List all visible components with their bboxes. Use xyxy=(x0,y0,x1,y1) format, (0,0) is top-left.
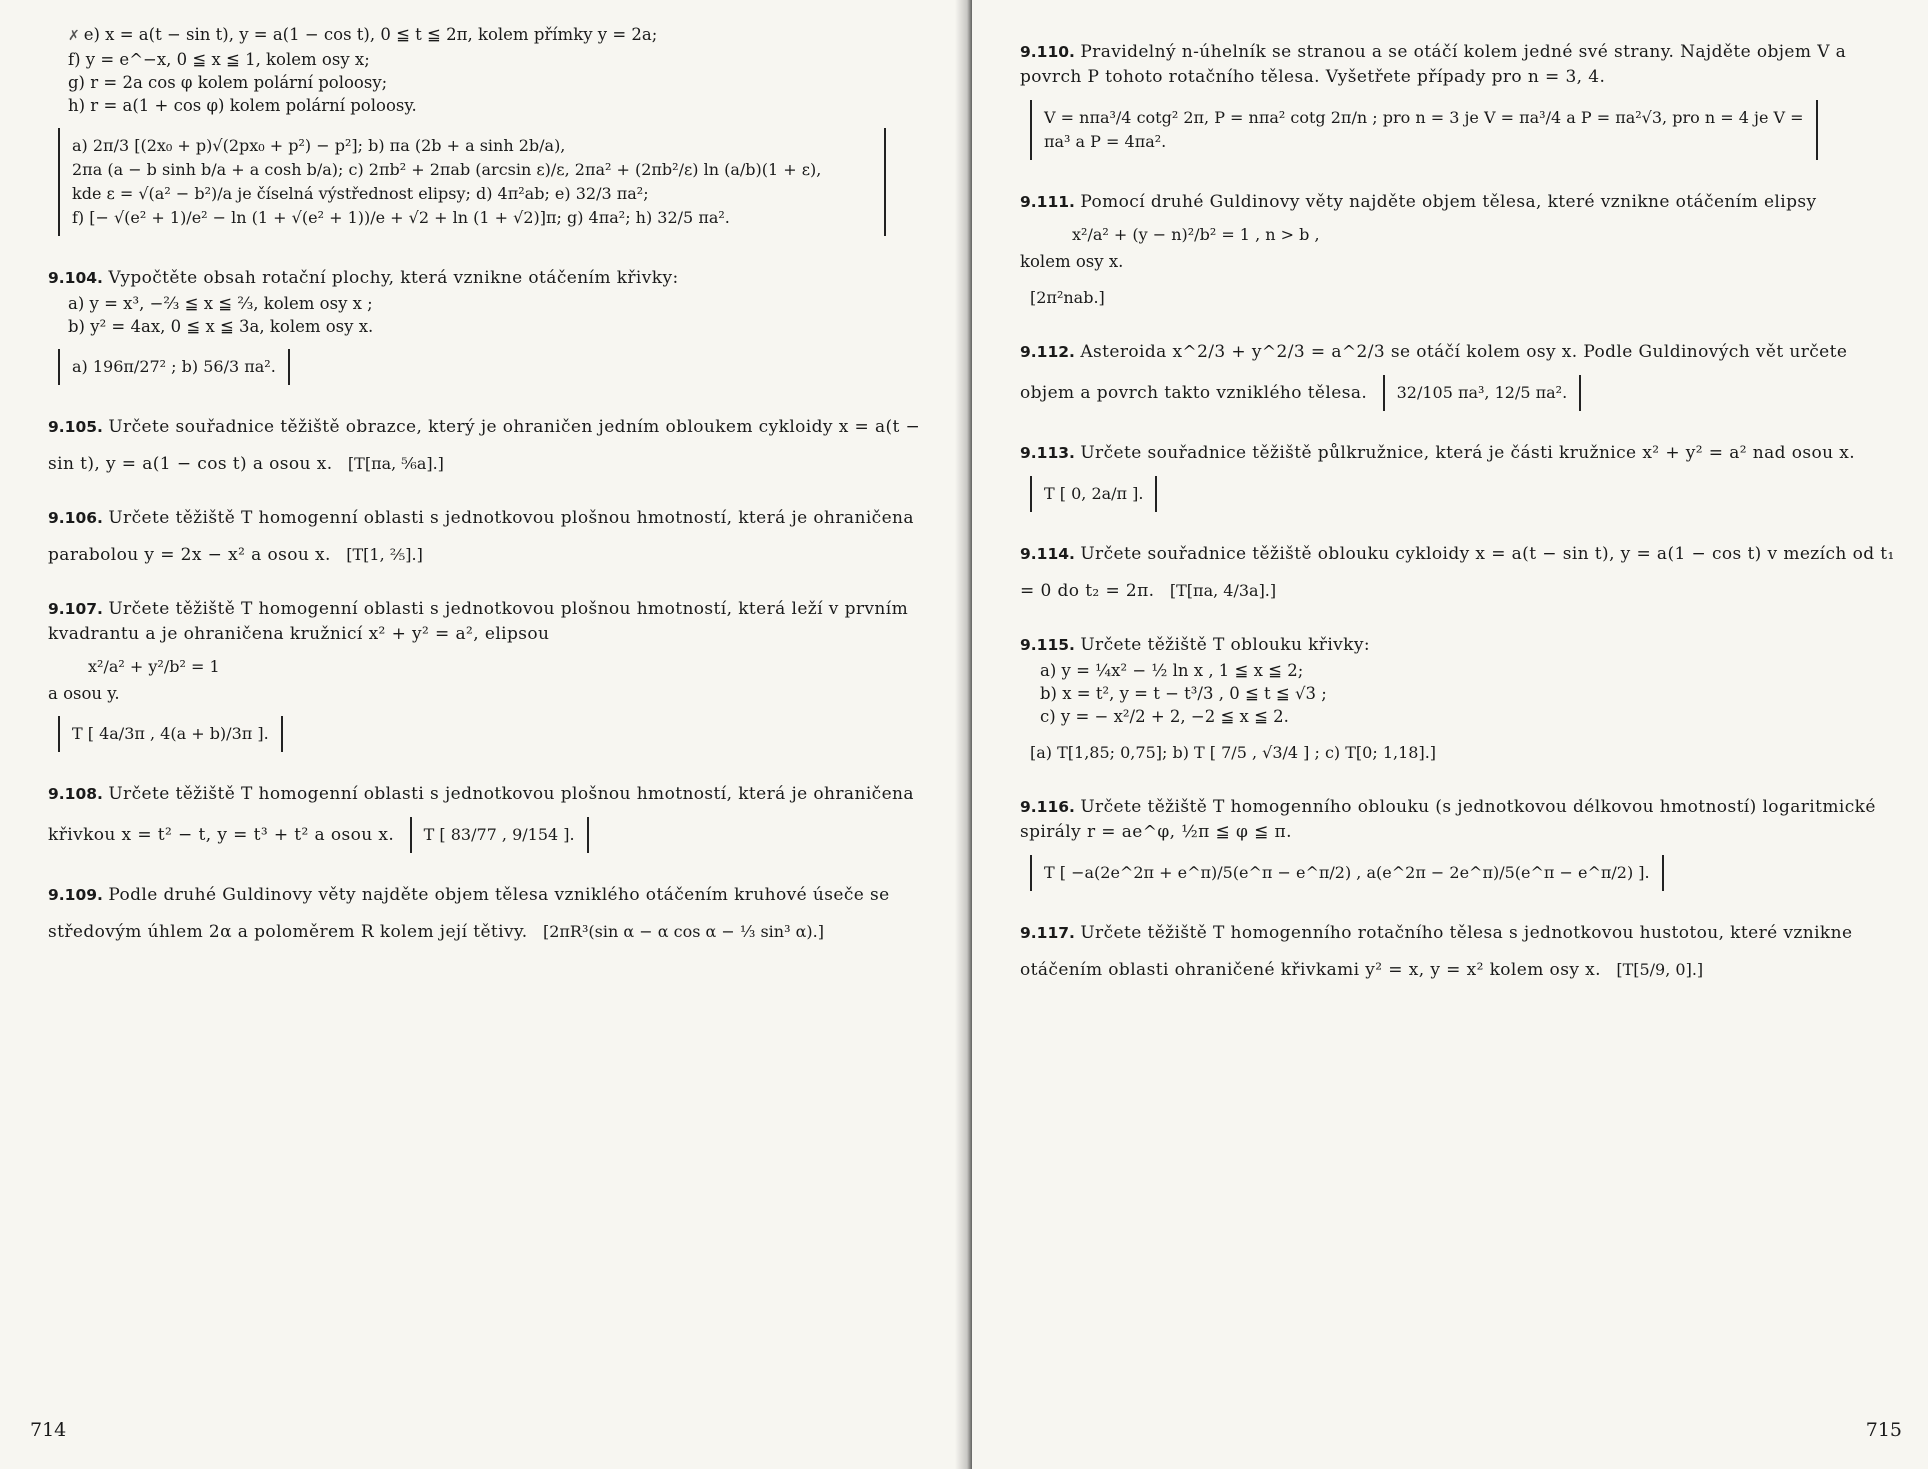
problem-number: 9.114. xyxy=(1020,545,1075,563)
previous-problem-items xyxy=(48,24,940,116)
problem-text: Pravidelný n-úhelník se stranou a se otáčí kolem jedné své strany. Najděte objem V a povrch P tohoto rotačního tělesa. Vyšetřete případy pro n = 3, 4. xyxy=(1020,42,1847,87)
problem-result: [T[5/9, 0].] xyxy=(1616,960,1704,979)
problem-9-110 xyxy=(1020,40,1898,164)
list-item: c) y = − x²/2 + 2, −2 ≦ x ≦ 2. xyxy=(1040,707,1289,726)
problem-text: Asteroida x^2/3 + y^2/3 = a^2/3 se otáčí kolem osy x. Podle Guldinových vět určete objem a povrch takto vzniklého tělesa. xyxy=(1020,342,1848,403)
problem-result: [T[1, ⅖].] xyxy=(346,545,423,564)
page-number: 714 xyxy=(30,1419,67,1441)
problem-9-106 xyxy=(48,506,940,571)
problem-text: Určete souřadnice těžiště oblouku cykloidy x = a(t − sin t), y = a(1 − cos t) v mezích od t₁ = 0 do t₂ = 2π. xyxy=(1020,544,1895,601)
problem-text: Určete těžiště T oblouku křivky: xyxy=(1080,635,1371,655)
list-item: b) x = t², y = t − t³/3 , 0 ≦ t ≦ √3 ; xyxy=(1040,684,1327,703)
problem-number: 9.111. xyxy=(1020,193,1075,211)
list-item: g) r = 2a cos φ kolem polární poloosy; xyxy=(68,73,388,92)
problem-text: Určete těžiště T homogenního oblouku (s jednotkovou délkovou hmotností) logaritmické spirály r = ae^φ, ½π ≦ φ ≦ π. xyxy=(1020,797,1876,842)
equation: x²/a² + y²/b² = 1 xyxy=(88,657,220,676)
problem-number: 9.108. xyxy=(48,785,103,803)
list-item: f) y = e^−x, 0 ≦ x ≦ 1, kolem osy x; xyxy=(68,50,370,69)
problem-number: 9.110. xyxy=(1020,43,1075,61)
problem-result: [2πR³(sin α − α cos α − ⅓ sin³ α).] xyxy=(542,922,824,941)
problem-9-104 xyxy=(48,266,940,389)
problem-number: 9.104. xyxy=(48,269,103,287)
list-item: h) r = a(1 + cos φ) kolem polární poloosy. xyxy=(68,96,417,115)
problem-result: V = nπa³/4 cotg² 2π, P = nπa² cotg 2π/n ; pro n = 3 je V = πa³/4 a P = πa²√3, pro n = 4 je V = πa³ a P = 4πa². xyxy=(1030,100,1818,160)
problem-number: 9.106. xyxy=(48,509,103,527)
problem-text-continued: a osou y. xyxy=(48,684,120,703)
problem-9-109 xyxy=(48,883,940,948)
problem-text: Vypočtěte obsah rotační plochy, která vznikne otáčením křivky: xyxy=(108,268,679,288)
problem-text: Určete souřadnice těžiště půlkružnice, která je části kružnice x² + y² = a² nad osou x. xyxy=(1080,443,1856,463)
problem-9-111 xyxy=(1020,190,1898,314)
problem-result: T [ −a(2e^2π + e^π)/5(e^π − e^π/2) , a(e^2π − 2e^π)/5(e^π − e^π/2) ]. xyxy=(1030,855,1664,891)
problem-9-114 xyxy=(1020,542,1898,607)
list-item: b) y² = 4ax, 0 ≦ x ≦ 3a, kolem osy x. xyxy=(68,317,374,336)
list-item: ✗ e) x = a(t − sin t), y = a(1 − cos t), 0 ≦ t ≦ 2π, kolem přímky y = 2a; xyxy=(68,25,658,44)
right-page xyxy=(972,0,1928,1469)
problem-result: [2π²nab.] xyxy=(1030,288,1105,307)
problem-text: Určete těžiště T homogenního rotačního tělesa s jednotkovou hustotou, které vznikne otáčením oblasti ohraničené křivkami y² = x, y = x² kolem osy x. xyxy=(1020,923,1853,980)
problem-result: T [ 83/77 , 9/154 ]. xyxy=(410,817,589,853)
problem-number: 9.116. xyxy=(1020,798,1075,816)
problem-9-115 xyxy=(1020,633,1898,769)
problem-number: 9.105. xyxy=(48,418,103,436)
problem-number: 9.107. xyxy=(48,600,103,618)
problem-number: 9.109. xyxy=(48,886,103,904)
list-item: a) y = x³, −⅔ ≦ x ≦ ⅔, kolem osy x ; xyxy=(68,294,373,313)
problem-9-112 xyxy=(1020,340,1898,415)
equation: x²/a² + (y − n)²/b² = 1 , n > b , xyxy=(1072,225,1320,244)
list-item: a) y = ¼x² − ½ ln x , 1 ≦ x ≦ 2; xyxy=(1040,661,1304,680)
page-number: 715 xyxy=(1865,1419,1902,1441)
problem-text: Pomocí druhé Guldinovy věty najděte objem tělesa, které vznikne otáčením elipsy xyxy=(1080,192,1817,212)
problem-result: T [ 0, 2a/π ]. xyxy=(1030,476,1157,512)
problem-result: T [ 4a/3π , 4(a + b)/3π ]. xyxy=(58,716,283,752)
problem-9-107 xyxy=(48,597,940,756)
problem-text: Určete souřadnice těžiště obrazce, který je ohraničen jedním obloukem cykloidy x = a(t − sin t), y = a(1 − cos t) a osou x. xyxy=(48,417,921,474)
problem-result: a) 196π/27² ; b) 56/3 πa². xyxy=(58,349,290,385)
problem-result: [T[πa, ⅚a].] xyxy=(347,454,444,473)
problem-9-117 xyxy=(1020,921,1898,986)
problem-9-105 xyxy=(48,415,940,480)
problem-result: [T[πa, 4/3a].] xyxy=(1169,581,1277,600)
problem-text-continued: kolem osy x. xyxy=(1020,252,1124,271)
problem-result: [a) T[1,85; 0,75]; b) T [ 7/5 , √3/4 ] ; c) T[0; 1,18].] xyxy=(1030,743,1437,762)
problem-text: Určete těžiště T homogenní oblasti s jednotkovou plošnou hmotností, která je ohraničena parabolou y = 2x − x² a osou x. xyxy=(48,508,914,565)
problem-9-116 xyxy=(1020,795,1898,895)
problem-number: 9.117. xyxy=(1020,924,1075,942)
problem-9-113 xyxy=(1020,441,1898,516)
problem-result: 32/105 πa³, 12/5 πa². xyxy=(1383,375,1582,411)
problem-number: 9.113. xyxy=(1020,444,1075,462)
problem-number: 9.115. xyxy=(1020,636,1075,654)
problem-9-108 xyxy=(48,782,940,857)
problem-text: Podle druhé Guldinovy věty najděte objem tělesa vzniklého otáčením kruhové úseče se středovým úhlem 2α a poloměrem R kolem její tětivy. xyxy=(48,885,890,942)
previous-result: a) 2π/3 [(2x₀ + p)√(2px₀ + p²) − p²]; b) πa (2b + a sinh 2b/a), 2πa (a − b sinh b/a + a cosh b/a); c) 2πb² + 2πab (arcsin ε)/ε, 2πa² + (2πb²/ε) ln (a/b)(1 + ε), kde ε = √(a² − b²)/a je číselná výstřednost elipsy; d) 4π²ab; e) 32/3 πa²; f) [− √(e² + 1)/e² − ln (1 + √(e² + 1))/e + √2 + ln (1 + √2)]π; g) 4πa²; h) 32/5 πa². xyxy=(58,128,886,236)
problem-number: 9.112. xyxy=(1020,343,1075,361)
problem-text: Určete těžiště T homogenní oblasti s jednotkovou plošnou hmotností, která je ohraničena křivkou x = t² − t, y = t³ + t² a osou x. xyxy=(48,784,914,845)
problem-text: Určete těžiště T homogenní oblasti s jednotkovou plošnou hmotností, která leží v prvním kvadrantu a je ohraničena kružnicí x² + y² = a², elipsou xyxy=(48,599,909,644)
